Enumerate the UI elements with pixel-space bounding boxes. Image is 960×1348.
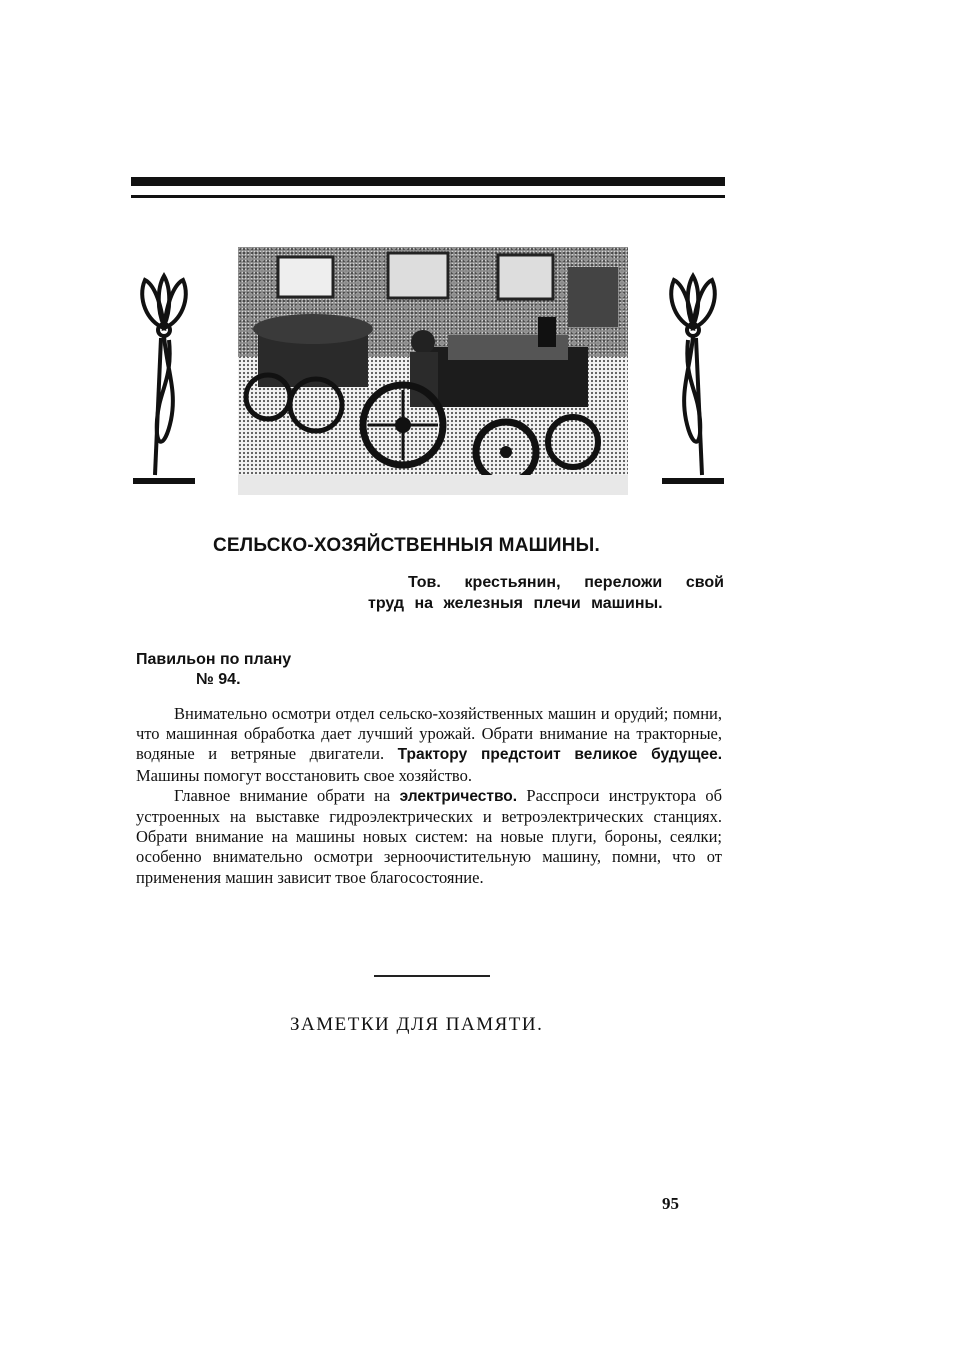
flower-ornament-left [133,270,195,490]
flower-ornament-right [662,270,724,490]
tractor-photo [238,247,628,495]
paragraph-text: Машины помогут восстановить свое хозяйство. [136,765,472,785]
section-heading: СЕЛЬСКО-ХОЗЯЙСТВЕННЫЯ МАШИНЫ. [213,535,600,556]
paragraph-text: Внимательно осмотри отдел сельско-хозяйственных машин и орудий; помни, что машинная обработка дает лучший урожай. Обрати внимание на тракторные, водяные и ветряные двигатели. [136,704,722,764]
paragraph-text: Расспроси инструктора об устроенных на выставке гидроэлектрических и ветроэлектрических станциях. Обрати внимание на машины новых систем: на новые плуги, бороны, сеялки; особенно внимательно осмотри зерноочистительную машину, помни, что от применения машин зависит твое благосостояние. [136,785,723,887]
paragraph-text: Главное внимание обрати на [174,785,400,805]
header-rule-thin [131,195,725,198]
emphasis-electricity: электричество. [399,787,518,805]
section-divider [374,975,490,977]
page-number: 95 [662,1194,679,1213]
pavilion-label: Павильон по плану [136,651,292,668]
pavilion-number: № 94. [196,671,241,688]
paragraph-electricity [136,786,722,888]
slogan: Тов. крестьянин, переложи свой труд на железныя плечи машины. [368,574,724,612]
header-rule-thick [131,177,725,186]
notes-title: ЗАМЕТКИ ДЛЯ ПАМЯТИ. [290,1014,544,1035]
paragraph-machines [136,704,722,786]
body-text [136,704,722,888]
emphasis-tractor: Тракторy предстоит великое будущее. [397,746,723,764]
pavilion-reference [136,650,376,690]
